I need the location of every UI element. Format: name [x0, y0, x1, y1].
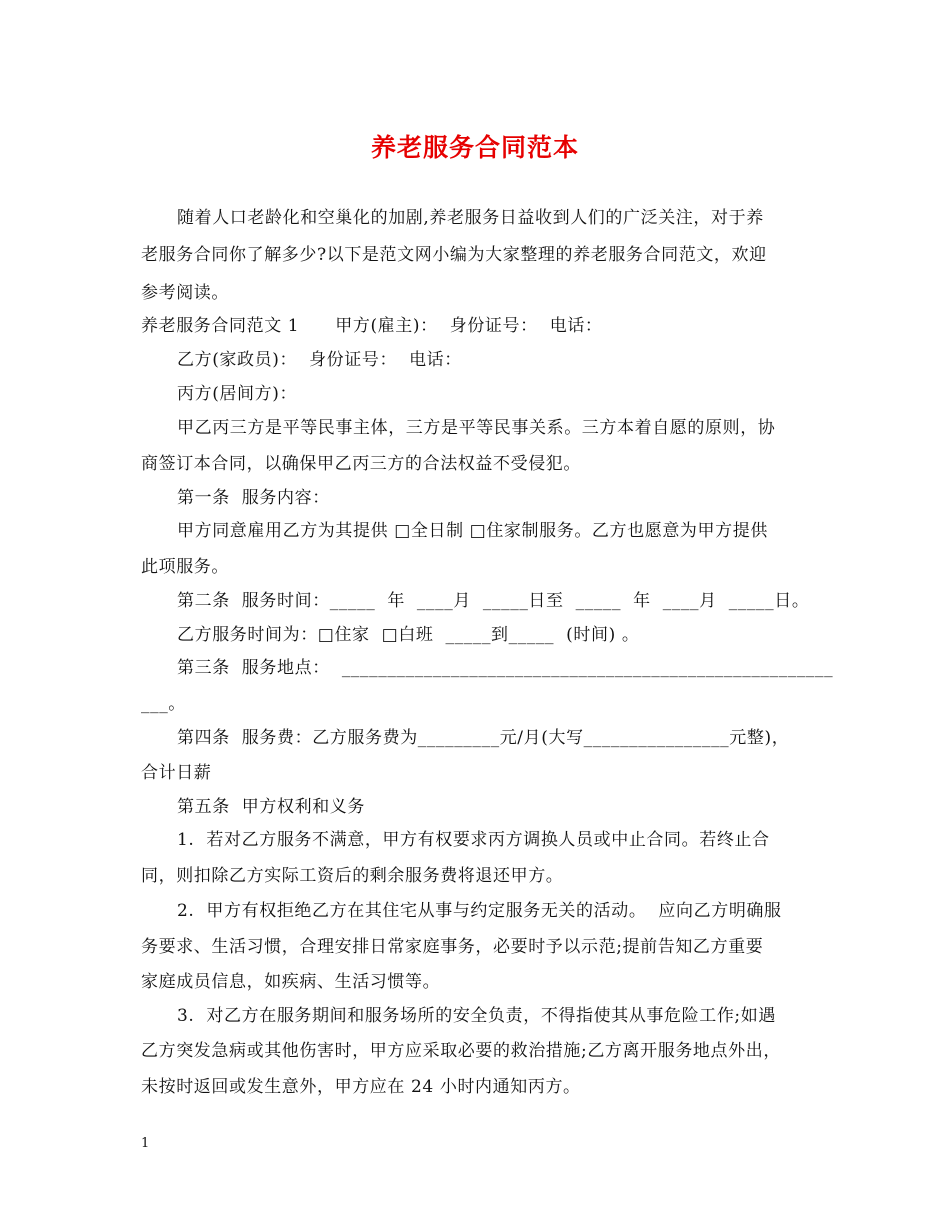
section-heading: 第五条 甲方权利和义务: [177, 797, 366, 817]
paragraph-line: 未按时返回或发生意外，甲方应在 24 小时内通知丙方。: [141, 1077, 581, 1097]
paragraph-line: 随着人口老龄化和空巢化的加剧,养老服务日益收到人们的广泛关注，对于养: [177, 208, 764, 228]
section-heading: 第一条 服务内容：: [177, 488, 330, 508]
paragraph-line: 同，则扣除乙方实际工资后的剩余服务费将退还甲方。: [141, 866, 564, 886]
paragraph-line: 甲乙丙三方是平等民事主体，三方是平等民事关系。三方本着自愿的原则，协: [177, 418, 776, 438]
paragraph-line: 乙方服务时间为：□住家 □白班 _____到_____ (时间) 。: [177, 625, 640, 645]
paragraph-line: 务要求、生活习惯，合理安排日常家庭事务，必要时予以示范;提前告知乙方重要: [141, 937, 764, 957]
paragraph-line: 丙方(居间方)：: [177, 384, 298, 404]
paragraph-line: 第三条 服务地点： ______________________________________________________: [177, 658, 834, 678]
paragraph-line: 甲方同意雇用乙方为其提供 □全日制 □住家制服务。乙方也愿意为甲方提供: [177, 521, 768, 541]
paragraph-line: 乙方突发急病或其他伤害时，甲方应采取必要的救治措施;乙方离开服务地点外出，: [141, 1041, 781, 1061]
paragraph-line: 合计日薪: [141, 763, 212, 783]
paragraph-line: 第四条 服务费：乙方服务费为_________元/月(大写________________元整)，: [177, 728, 790, 748]
paragraph-line: 家庭成员信息，如疾病、生活习惯等。: [141, 972, 441, 992]
paragraph-line: 2. 甲方有权拒绝乙方在其住宅从事与约定服务无关的活动。 应向乙方明确服: [177, 901, 782, 921]
paragraph-line: 第二条 服务时间：_____ 年 ____月 _____日至 _____ 年 ____月 _____日。: [177, 591, 810, 611]
paragraph-line: 商签订本合同，以确保甲乙丙三方的合法权益不受侵犯。: [141, 454, 581, 474]
paragraph-line: 养老服务合同范文 1 甲方(雇主)： 身份证号： 电话：: [141, 316, 603, 336]
paragraph-line: 3. 对乙方在服务期间和服务场所的安全负责，不得指使其从事危险工作;如遇: [177, 1006, 776, 1026]
paragraph-line: 1. 若对乙方服务不满意，甲方有权要求丙方调换人员或中止合同。若终止合: [177, 830, 770, 850]
paragraph-line: 此项服务。: [141, 557, 229, 577]
paragraph-line: 老服务合同你了解多少?以下是范文网小编为大家整理的养老服务合同范文，欢迎: [141, 245, 767, 265]
paragraph-line: 乙方(家政员)： 身份证号： 电话：: [177, 350, 462, 370]
paragraph-line: ___。: [141, 694, 186, 714]
paragraph-line: 参考阅读。: [141, 283, 229, 303]
page-number: 1: [141, 1136, 150, 1151]
document-title: 养老服务合同范本: [370, 133, 579, 162]
